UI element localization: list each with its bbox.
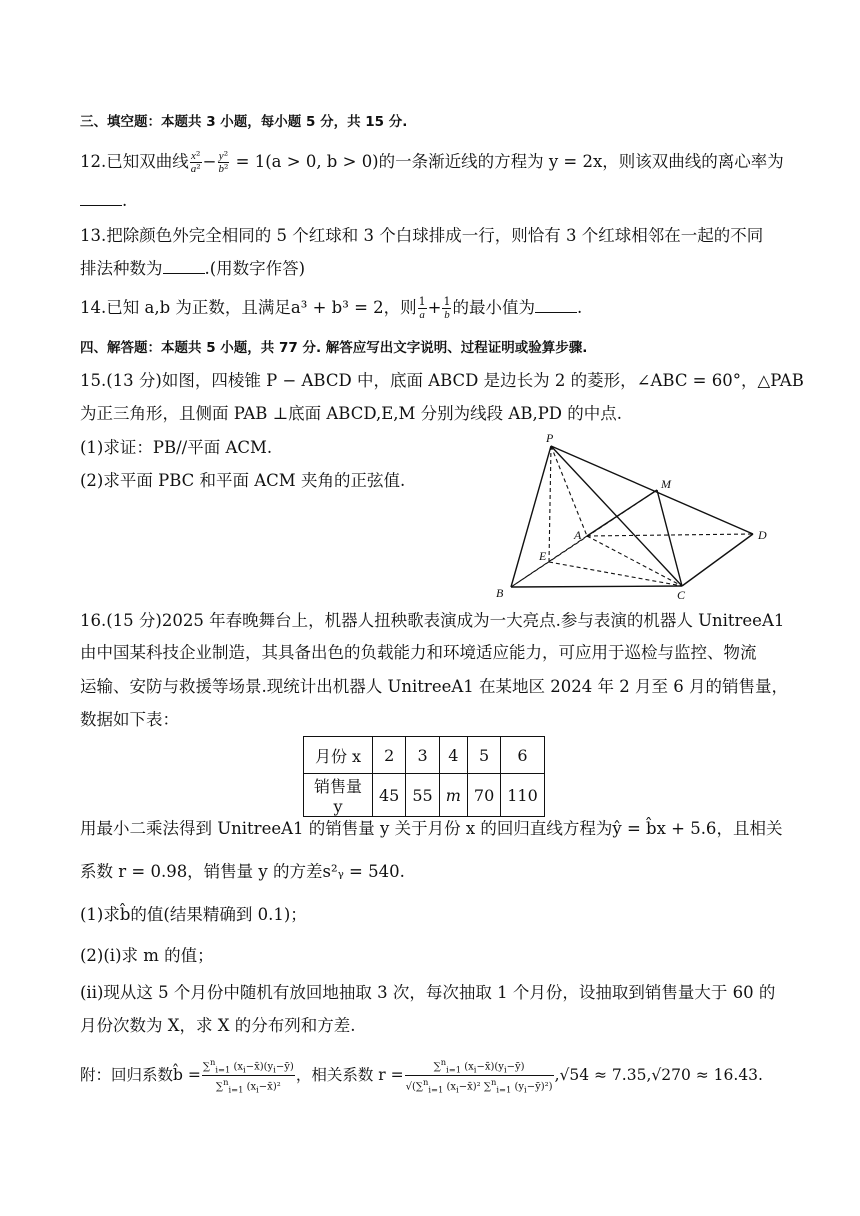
- appendix-end: ,√54 ≈ 7.35,√270 ≈ 16.43.: [554, 1065, 763, 1084]
- appendix-pre: 附：回归系数b̂ =: [80, 1065, 201, 1084]
- label-P: P: [546, 431, 554, 445]
- question-14: 14.已知 a,b 为正数，且满足a³ + b³ = 2，则 $\frac{1}{a}$ + $\frac{1}{b}$ 的最小值为 .: [80, 295, 583, 321]
- regression-coefficient-formula: $\frac{\sum^n_{i=1} (x_i-x̄)(y_i-ȳ)}{\sum^n_{i=1} (x_i-x̄)^2}$: [202, 1057, 294, 1095]
- q12-end: .: [122, 191, 128, 210]
- answer-blank[interactable]: [80, 191, 122, 206]
- edge-CD: [682, 534, 753, 586]
- table-cell: 110: [501, 774, 545, 817]
- question-12-line1: 12.已知双曲线 $\frac{\text{x²}}{\text{a²}}$ − $\frac{\text{y²}}{\text{b²}}$ = 1(a > 0, b > 0)的一条渐近线的方程为 y = 2x，则该双曲线的离心率为: [80, 149, 784, 175]
- q12-eq-tail: = 1(a > 0, b > 0): [230, 152, 379, 171]
- table-cell: 2: [373, 737, 406, 774]
- one-over-a: $\frac{1}{a}$: [418, 295, 426, 321]
- question-16-line3: 运输、安防与救援等场景.现统计出机器人 UnitreeA1 在某地区 2024 年 2 月至 6 月的销售量，: [80, 677, 788, 696]
- question-12-line2: [80, 190, 127, 212]
- edge-AD: [587, 534, 753, 536]
- q13-line2-post: .(用数字作答): [204, 259, 306, 278]
- edge-AC: [587, 536, 682, 586]
- question-16-part1: (1)求b̂的值(结果精确到 0.1)；: [80, 905, 307, 924]
- q12-mid: 的一条渐近线的方程为 y = 2x，则该双曲线的离心率为: [378, 152, 784, 171]
- q14-end: .: [576, 298, 583, 317]
- section-3-heading: 三、填空题：本题共 3 小题，每小题 5 分，共 15 分.: [80, 114, 408, 130]
- question-15-line1: 15.(13 分)如图，四棱锥 P − ABCD 中，底面 ABCD 是边长为 2 的菱形，∠ABC = 60°，△PAB: [80, 371, 804, 390]
- edge-MC: [657, 490, 682, 586]
- label-B: B: [496, 586, 504, 600]
- table-cell: 销售量 y: [304, 774, 373, 817]
- question-13-line1: 13.把除颜色外完全相同的 5 个红球和 3 个白球排成一行，则恰有 3 个红球相邻在一起的不同: [80, 226, 764, 245]
- edge-PB: [511, 446, 551, 587]
- label-A: A: [574, 528, 582, 542]
- edge-PE: [549, 446, 551, 562]
- q16-after1-post: ，且相关: [716, 819, 783, 838]
- table-cell: 6: [501, 737, 545, 774]
- question-15-part1: (1)求证：PB//平面 ACM.: [80, 438, 273, 457]
- edge-BC: [511, 586, 682, 587]
- question-16-line2: 由中国某科技企业制造，其具备出色的负载能力和环境适应能力，可应用于巡检与监控、物流: [80, 643, 757, 662]
- table-cell: m: [439, 774, 467, 817]
- question-16-regression-line: [80, 818, 782, 840]
- x2-over-a2: $\frac{\text{x²}}{\text{a²}}$: [190, 149, 201, 175]
- q12-prefix: 12.已知双曲线: [80, 152, 189, 171]
- y2-over-b2: $\frac{\text{y²}}{\text{b²}}$: [218, 149, 229, 175]
- question-16-correlation-line: 系数 r = 0.98，销售量 y 的方差s²ᵧ = 540.: [80, 862, 405, 881]
- section-4-heading: 四、解答题：本题共 5 小题，共 77 分. 解答应写出文字说明、过程证明或验算步骤.: [80, 340, 588, 356]
- appendix-formulas: [80, 1056, 763, 1096]
- question-16-line4: 数据如下表：: [80, 710, 179, 729]
- one-over-b: $\frac{1}{b}$: [443, 295, 451, 321]
- table-cell: 45: [373, 774, 406, 817]
- answer-blank[interactable]: [163, 259, 205, 274]
- question-16-part2i: (2)(i)求 m 的值；: [80, 946, 214, 965]
- label-M: M: [661, 477, 671, 491]
- regression-equation: ŷ = b̂x + 5.6: [612, 819, 717, 838]
- table-cell: 3: [406, 737, 439, 774]
- q14-post: 的最小值为: [452, 298, 535, 317]
- pyramid-figure: [490, 428, 780, 604]
- q13-line2-pre: 排法种数为: [80, 259, 163, 278]
- table-row: [304, 737, 545, 774]
- question-15-line2: 为正三角形，且侧面 PAB ⊥底面 ABCD,E,M 分别为线段 AB,PD 的中点.: [80, 404, 623, 423]
- table-cell: 4: [439, 737, 467, 774]
- label-D: D: [758, 528, 767, 542]
- table-cell: 5: [467, 737, 500, 774]
- table-row: [304, 774, 545, 817]
- table-cell: 70: [467, 774, 500, 817]
- correlation-coefficient-formula: $\frac{\sum^n_{i=1} (x_i-x̄)(y_i-ȳ)}{√(\sum^n_{i=1} (x_i-x̄)^2 \sum^n_{i=1} (y_i-ȳ)^2)}$: [405, 1057, 553, 1095]
- label-E: E: [539, 549, 547, 563]
- appendix-mid: ，相关系数 r =: [295, 1065, 404, 1084]
- table-cell: 55: [406, 774, 439, 817]
- question-16-part2ii-line2: 月份次数为 X，求 X 的分布列和方差.: [80, 1016, 356, 1035]
- sales-table: [303, 736, 545, 817]
- question-13-line2: [80, 258, 305, 280]
- question-15-part2: (2)求平面 PBC 和平面 ACM 夹角的正弦值.: [80, 471, 406, 490]
- label-C: C: [677, 588, 686, 602]
- table-cell: 月份 x: [304, 737, 373, 774]
- question-16-line1: 16.(15 分)2025 年春晚舞台上，机器人扭秧歌表演成为一大亮点.参与表演的机器人 UnitreeA1: [80, 611, 785, 630]
- q16-after1-pre: 用最小二乘法得到 UnitreeA1 的销售量 y 关于月份 x 的回归直线方程为: [80, 819, 613, 838]
- question-16-part2ii-line1: (ii)现从这 5 个月份中随机有放回地抽取 3 次，每次抽取 1 个月份，设抽取到销售量大于 60 的: [80, 983, 776, 1002]
- answer-blank[interactable]: [535, 298, 577, 313]
- q14-pre: 14.已知 a,b 为正数，且满足a³ + b³ = 2，则: [80, 298, 417, 317]
